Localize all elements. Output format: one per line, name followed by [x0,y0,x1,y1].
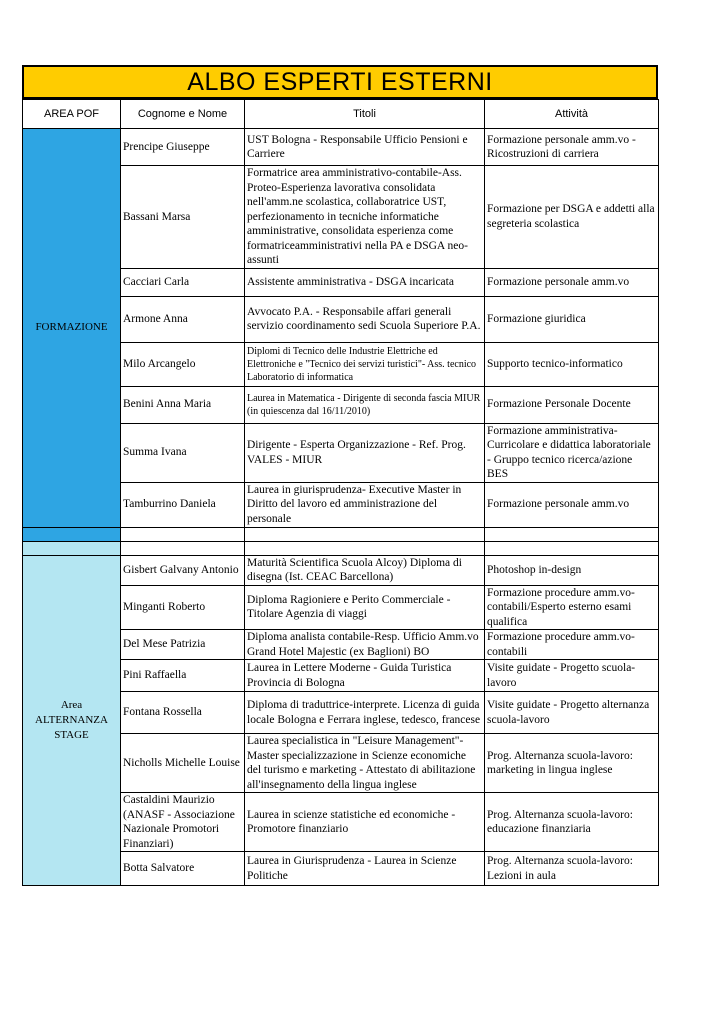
expert-titles: Diploma analista contabile-Resp. Ufficio Amm.vo Grand Hotel Majestic (ex Baglioni) BO [245,630,485,660]
expert-titles: Diploma di traduttrice-interprete. Licenza di guida locale Bologna e Ferrara inglese, tedesco, francese [245,692,485,734]
area-cell-formazione: FORMAZIONE [23,129,121,528]
expert-activity: Prog. Alternanza scuola-lavoro: educazione finanziaria [485,793,659,852]
expert-titles: Diplomi di Tecnico delle Industrie Elettriche ed Elettroniche e "Tecnico dei servizi turistici"- Ass. tecnico Laboratorio di informatica [245,342,485,386]
page-title: ALBO ESPERTI ESTERNI [22,65,658,99]
experts-table [22,99,659,886]
expert-name: Castaldini Maurizio (ANASF - Associazione Nazionale Promotori Finanziari) [121,793,245,852]
expert-activity: Formazione Personale Docente [485,386,659,423]
area-cell-alternanza: Area ALTERNANZA STAGE [23,555,121,886]
empty-cell [121,527,245,541]
expert-name: Gisbert Galvany Antonio [121,555,245,585]
expert-name: Botta Salvatore [121,852,245,886]
expert-titles: Laurea in giurisprudenza- Executive Master in Diritto del lavoro ed amministrazione del personale [245,482,485,527]
expert-activity: Formazione giuridica [485,296,659,342]
expert-activity: Formazione personale amm.vo [485,268,659,296]
table-row [23,129,659,166]
expert-activity: Photoshop in-design [485,555,659,585]
empty-cell [23,541,121,555]
expert-activity: Visite guidate - Progetto alternanza scuola-lavoro [485,692,659,734]
expert-titles: Maturità Scientifica Scuola Alcoy) Diploma di disegna (Ist. CEAC Barcellona) [245,555,485,585]
empty-cell [121,541,245,555]
expert-name: Tamburrino Daniela [121,482,245,527]
expert-name: Benini Anna Maria [121,386,245,423]
expert-name: Summa Ivana [121,423,245,482]
empty-cell [23,527,121,541]
empty-cell [485,541,659,555]
expert-activity: Formazione procedure amm.vo-contabili/Esperto esterno esami qualifica [485,585,659,630]
empty-cell [485,527,659,541]
expert-activity: Formazione amministrativa-Curricolare e didattica laboratoriale - Gruppo tecnico ricerca/azione BES [485,423,659,482]
expert-name: Cacciari Carla [121,268,245,296]
empty-cell [245,527,485,541]
empty-cell [245,541,485,555]
separator-row [23,527,659,541]
expert-titles: Diploma Ragioniere e Perito Commerciale - Titolare Agenzia di viaggi [245,585,485,630]
header-name: Cognome e Nome [121,100,245,129]
header-area: AREA POF [23,100,121,129]
expert-name: Milo Arcangelo [121,342,245,386]
expert-name: Nicholls Michelle Louise [121,734,245,793]
header-row [23,100,659,129]
header-titles: Titoli [245,100,485,129]
expert-activity: Formazione procedure amm.vo-contabili [485,630,659,660]
expert-name: Armone Anna [121,296,245,342]
expert-titles: Avvocato P.A. - Responsabile affari generali servizio coordinamento sedi Scuola Superiore P.A. [245,296,485,342]
expert-name: Del Mese Patrizia [121,630,245,660]
expert-name: Bassani Marsa [121,166,245,269]
expert-activity: Prog. Alternanza scuola-lavoro: marketing in lingua inglese [485,734,659,793]
expert-titles: Laurea in Matematica - Dirigente di seconda fascia MIUR (in quiescenza dal 16/11/2010) [245,386,485,423]
separator-row [23,541,659,555]
expert-name: Prencipe Giuseppe [121,129,245,166]
expert-activity: Visite guidate - Progetto scuola-lavoro [485,660,659,692]
expert-titles: Assistente amministrativa - DSGA incaricata [245,268,485,296]
expert-name: Fontana Rossella [121,692,245,734]
expert-name: Pini Raffaella [121,660,245,692]
expert-titles: Dirigente - Esperta Organizzazione - Ref. Prog. VALES - MIUR [245,423,485,482]
expert-activity: Formazione per DSGA e addetti alla segreteria scolastica [485,166,659,269]
expert-activity: Formazione personale amm.vo [485,482,659,527]
expert-register-sheet [22,65,658,886]
expert-name: Minganti Roberto [121,585,245,630]
expert-titles: Laurea in Giurisprudenza - Laurea in Scienze Politiche [245,852,485,886]
header-activity: Attività [485,100,659,129]
expert-activity: Supporto tecnico-informatico [485,342,659,386]
table-row [23,555,659,585]
expert-activity: Prog. Alternanza scuola-lavoro: Lezioni in aula [485,852,659,886]
expert-titles: Formatrice area amministrativo-contabile-Ass. Proteo-Esperienza lavorativa consolidata nell'amm.ne scolastica, collaboratrice UST, perfezionamento in tecniche informatiche amministrative, consolidata esperienza come formatriceamministrativi nella PA e DSGA neo-assunti [245,166,485,269]
expert-titles: UST Bologna - Responsabile Ufficio Pensioni e Carriere [245,129,485,166]
expert-titles: Laurea in scienze statistiche ed economiche - Promotore finanziario [245,793,485,852]
expert-titles: Laurea specialistica in "Leisure Management"- Master specializzazione in Scienze economiche del turismo e marketing - Attestato di abilitazione all'insegnamento della lingua inglese [245,734,485,793]
expert-titles: Laurea in Lettere Moderne - Guida Turistica Provincia di Bologna [245,660,485,692]
expert-activity: Formazione personale amm.vo - Ricostruzioni di carriera [485,129,659,166]
